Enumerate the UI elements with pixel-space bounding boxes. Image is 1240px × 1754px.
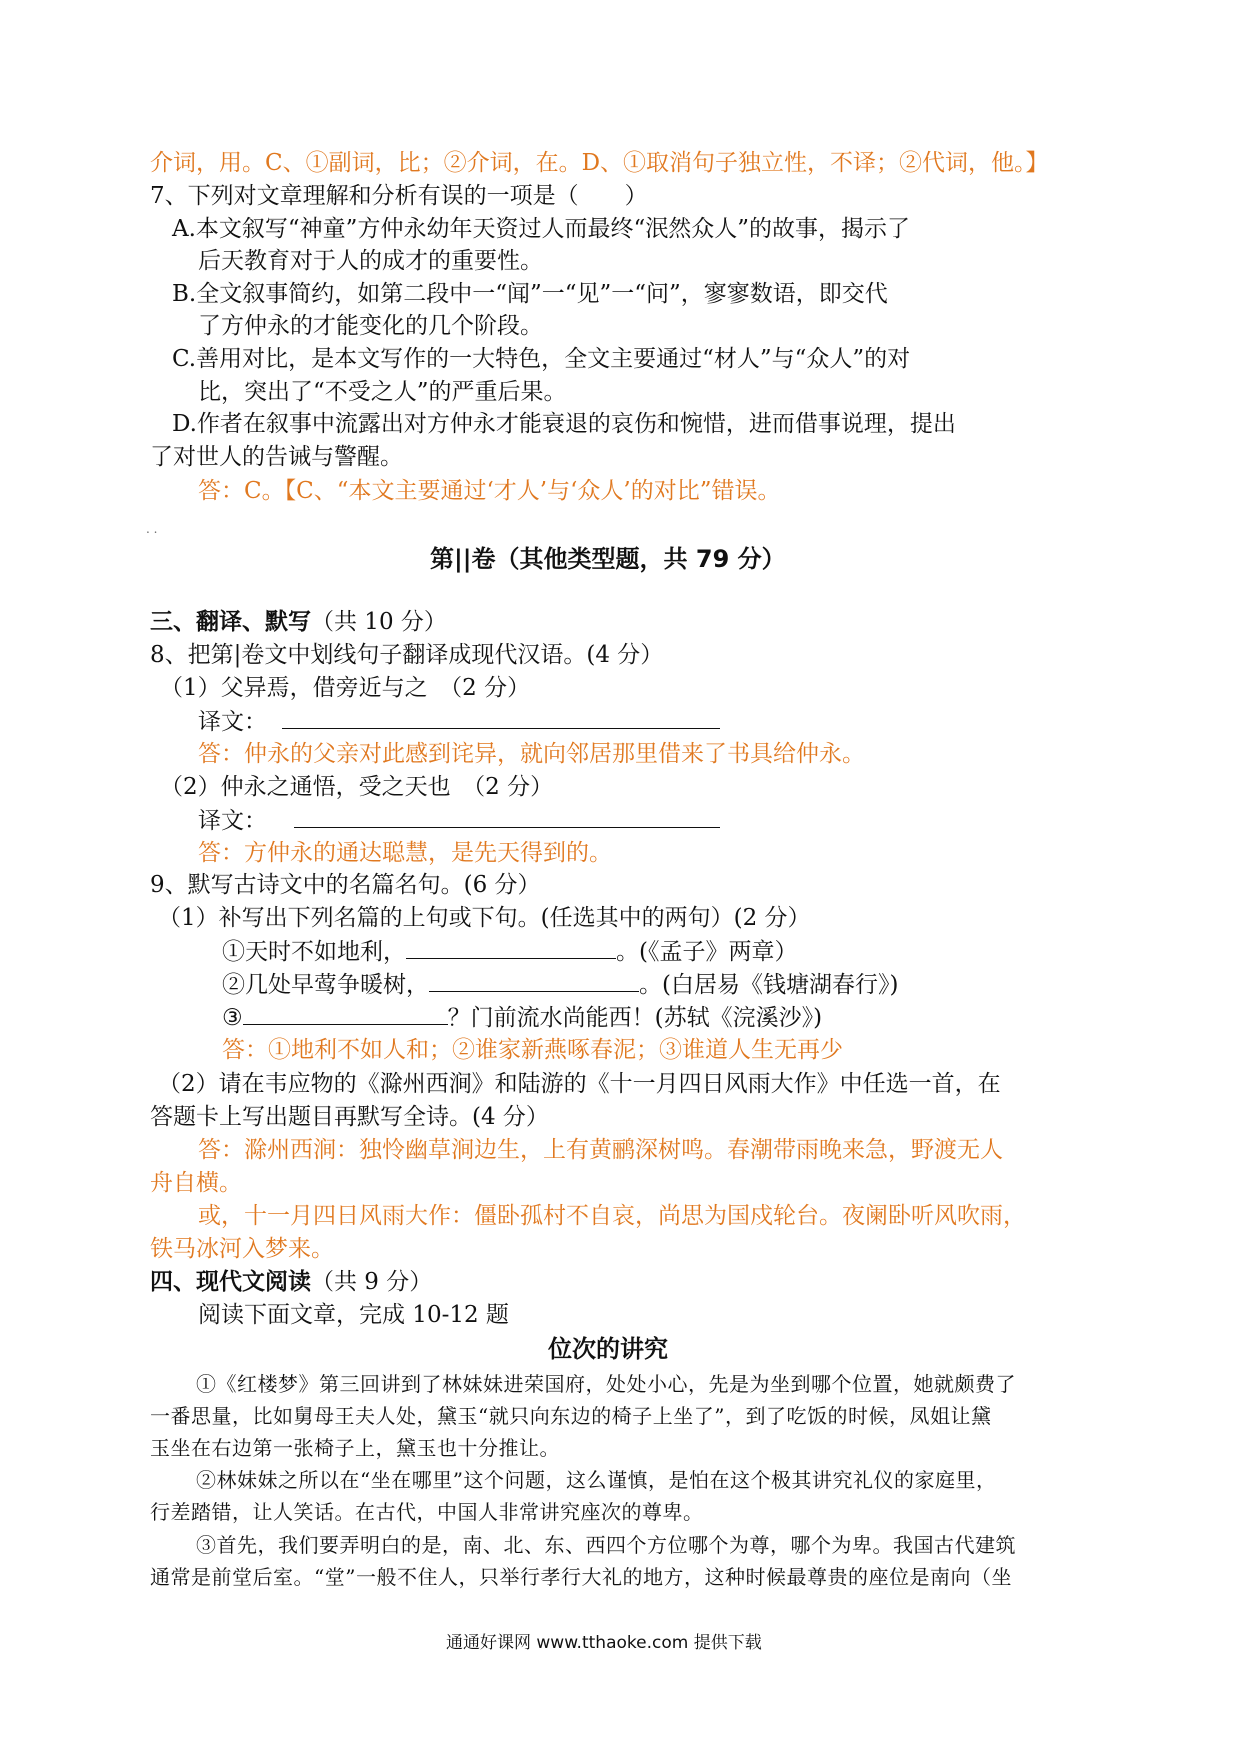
- q7-option-b-line2: 了方仲永的才能变化的几个阶段。: [198, 313, 543, 339]
- q9-part2-line1: （2）请在韦应物的《滁州西涧》和陆游的《十一月四日风雨大作》中任选一首，在: [158, 1071, 1001, 1097]
- q9-line-c: [222, 1002, 822, 1033]
- q8-translation-row1: [198, 706, 720, 737]
- q8-stem: 8、把第|卷文中划线句子翻译成现代汉语。(4 分）: [150, 642, 664, 668]
- part2-title: 第||卷（其他类型题，共 79 分）: [430, 545, 786, 573]
- q9-line-b-pre: ②几处早莺争暖树，: [222, 972, 429, 998]
- q9-stem: 9、默写古诗文中的名篇名句。(6 分）: [150, 872, 541, 898]
- q7-stem: 7、下列对文章理解和分析有误的一项是（ ）: [150, 183, 648, 209]
- essay-p3-line1: ③首先，我们要弄明白的是，南、北、东、西四个方位哪个为尊，哪个为卑。我国古代建筑: [196, 1533, 1016, 1557]
- q9-line-c-post: ？门前流水尚能西！(苏轼《浣溪沙》): [447, 1005, 823, 1031]
- q9-blank-c[interactable]: [243, 1002, 448, 1025]
- q9-line-a: [222, 936, 797, 967]
- q7-option-c-line2: 比，突出了“不受之人”的严重后果。: [198, 379, 567, 405]
- essay-p3-line2: 通常是前堂后室。“堂”一般不住人，只举行孝行大礼的地方，这种时候最尊贵的座位是南向（坐: [150, 1565, 1012, 1589]
- q7-option-a-line1: A.本文叙写“神童”方仲永幼年天资过人而最终“泯然众人”的故事，揭示了: [172, 216, 910, 242]
- q7-option-d-line2: 了对世人的告诫与警醒。: [150, 444, 403, 470]
- section4-heading-score: （共 9 分）: [311, 1269, 433, 1295]
- q9-part1: （1）补写出下列名篇的上句或下句。(任选其中的两句）(2 分）: [158, 905, 811, 931]
- q9-line-a-post: 。(《孟子》两章）: [616, 939, 798, 965]
- section3-heading-bold: 三、翻译、默写: [150, 609, 311, 635]
- q8-answer1: 答：仲永的父亲对此感到诧异，就向邻居那里借来了书具给仲永。: [198, 741, 865, 767]
- q7-option-d-line1: D.作者在叙事中流露出对方仲永才能衰退的哀伤和惋惜，进而借事说理，提出: [172, 411, 956, 437]
- q7-option-a-line2: 后天教育对于人的成才的重要性。: [198, 248, 543, 274]
- section3-heading-score: （共 10 分）: [311, 609, 447, 635]
- q9-line-b-post: 。(白居易《钱塘湖春行》): [639, 972, 899, 998]
- q7-option-c-line1: C.善用对比，是本文写作的一大特色，全文主要通过“材人”与“众人”的对: [172, 346, 911, 372]
- q8-translation-blank2[interactable]: [294, 805, 720, 828]
- q9-part2-line2: 答题卡上写出题目再默写全诗。(4 分）: [150, 1104, 549, 1130]
- q9-part2-answer1-line2: 舟自横。: [150, 1170, 242, 1196]
- q9-part2-answer1-line1: 答：滁州西涧：独怜幽草涧边生，上有黄鹂深树鸣。春潮带雨晚来急，野渡无人: [198, 1137, 1003, 1163]
- essay-title: 位次的讲究: [548, 1335, 668, 1363]
- q9-line-c-pre: ③: [222, 1005, 243, 1031]
- q7-option-b-line1: B.全文叙事简约，如第二段中一“闻”一“见”一“问”，寥寥数语，即交代: [172, 281, 888, 307]
- q9-blank-b[interactable]: [429, 969, 639, 992]
- page-footer: 通通好课网 www.tthaoke.com 提供下载: [446, 1633, 762, 1653]
- q8-answer2: 答：方仲永的通达聪慧，是先天得到的。: [198, 840, 612, 866]
- essay-p1-line3: 玉坐在右边第一张椅子上，黛玉也十分推让。: [150, 1436, 560, 1460]
- q8-item1: （1）父异焉，借旁近与之 （2 分）: [160, 675, 531, 701]
- q9-part1-answer: 答：①地利不如人和；②谁家新燕啄春泥；③谁道人生无再少: [222, 1037, 843, 1063]
- section4-heading-bold: 四、现代文阅读: [150, 1269, 311, 1295]
- q8-item2: （2）仲永之通悟，受之天也 （2 分）: [160, 774, 554, 800]
- q8-translation-label1: 译文：: [198, 709, 267, 735]
- essay-p1-line2: 一番思量，比如舅母王夫人处，黛玉“就只向东边的椅子上坐了”，到了吃饭的时候，凤姐让黛: [150, 1404, 992, 1428]
- q9-part2-answer2-line1: 或，十一月四日风雨大作：僵卧孤村不自哀，尚思为国戍轮台。夜阑卧听风吹雨，: [198, 1203, 1026, 1229]
- q9-line-a-pre: ①天时不如地利，: [222, 939, 406, 965]
- scan-speck: . .: [146, 522, 158, 536]
- q8-translation-label2: 译文：: [198, 808, 267, 834]
- q7-answer: 答：C。【C、“本文主要通过‘才人’与‘众人’的对比”错误。: [198, 478, 781, 504]
- q8-translation-blank1[interactable]: [282, 706, 720, 729]
- q9-blank-a[interactable]: [406, 936, 616, 959]
- section4-heading: [150, 1267, 432, 1297]
- section4-intro: 阅读下面文章，完成 10-12 题: [198, 1302, 509, 1328]
- section3-heading: [150, 607, 447, 637]
- essay-p2-line1: ②林妹妹之所以在“坐在哪里”这个问题，这么谨慎，是怕在这个极其讲究礼仪的家庭里，: [196, 1468, 997, 1492]
- q9-part2-answer2-line2: 铁马冰河入梦来。: [150, 1236, 334, 1262]
- essay-p1-line1: ①《红楼梦》第三回讲到了林妹妹进荣国府，处处小心，先是为坐到哪个位置，她就颇费了: [196, 1372, 1016, 1396]
- answer-continuation: 介词，用。C、①副词，比；②介词，在。D、①取消句子独立性，不译；②代词，他。】: [150, 150, 1049, 176]
- q8-translation-row2: [198, 805, 720, 836]
- essay-p2-line2: 行差踏错，让人笑话。在古代，中国人非常讲究座次的尊卑。: [150, 1500, 704, 1524]
- q9-line-b: [222, 969, 898, 1000]
